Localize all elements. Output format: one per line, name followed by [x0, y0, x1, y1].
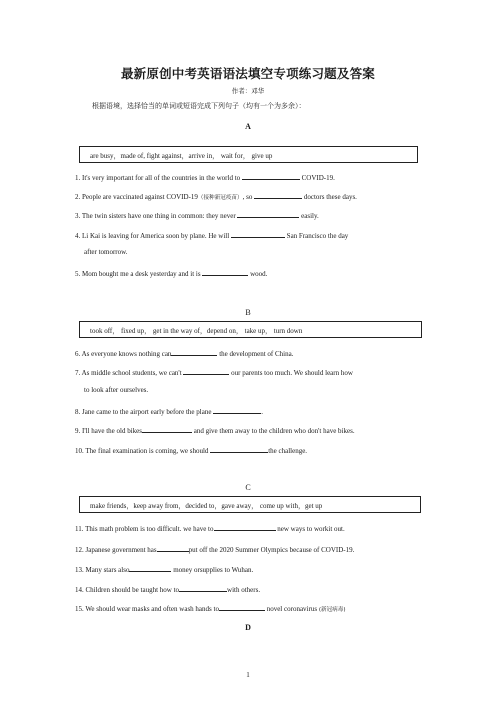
- question-6: 6. As everyone knows nothing can the development of China.: [75, 350, 294, 358]
- word-bank-c: [79, 496, 421, 513]
- section-a-label: A: [245, 122, 251, 131]
- answer-blank[interactable]: [237, 210, 299, 218]
- answer-blank[interactable]: [157, 544, 189, 552]
- answer-blank[interactable]: [142, 425, 192, 433]
- answer-blank[interactable]: [242, 172, 300, 180]
- answer-blank[interactable]: [213, 406, 261, 414]
- question-4: 4. Li Kai is leaving for America soon by plane. He will San Francisco the day: [75, 232, 349, 240]
- question-11: 11. This math problem is too difficult. we have to new ways to workit out.: [75, 525, 345, 533]
- question-3: 3. The twin sisters have one thing in common: they never easily.: [75, 212, 319, 220]
- question-14: 14. Children should be taught how to with others.: [75, 586, 261, 594]
- answer-blank[interactable]: [231, 230, 285, 238]
- author-line: 作者：邓华: [231, 87, 265, 95]
- page-number: 1: [246, 671, 250, 679]
- word-bank-b-text: took off， fixed up， get in the way of，depend on， take up， turn down: [90, 327, 303, 335]
- question-10: 10. The final examination is coming, we should the challenge.: [75, 447, 308, 455]
- question-1: 1. It's very important for all of the countries in the world to COVID-19.: [75, 174, 335, 182]
- word-bank-b: [79, 321, 422, 338]
- answer-blank[interactable]: [254, 191, 302, 199]
- question-4-line2: after tomorrow.: [84, 248, 128, 256]
- answer-blank[interactable]: [214, 523, 276, 531]
- word-bank-a-text: are busy，made of, fight against，arrive in， wait for， give up: [90, 152, 273, 160]
- answer-blank[interactable]: [183, 367, 229, 375]
- page-title: 最新原创中考英语语法填空专项练习题及答案: [120, 66, 375, 81]
- question-13: 13. Many stars also money orsupplies to Wuhan.: [75, 566, 254, 574]
- question-15: 15. We should wear masks and often wash hands to novel coronavirus (新冠病毒): [75, 605, 346, 613]
- section-c-label: C: [245, 483, 251, 492]
- instructions: 根据语境，选择恰当的单词或短语完成下列句子（均有一个为多余）：: [92, 102, 306, 110]
- word-bank-a: [79, 146, 418, 163]
- question-7-line2: to look after ourselves.: [84, 386, 149, 394]
- question-2: 2. People are vaccinated against COVID-19（接种新冠疫苗）, so doctors these days.: [75, 193, 357, 201]
- question-12: 12. Japanese government has put off the 2020 Summer Olympics because of COVID-19.: [75, 546, 355, 554]
- section-b-label: B: [245, 308, 251, 317]
- answer-blank[interactable]: [171, 348, 217, 356]
- answer-blank[interactable]: [210, 445, 268, 453]
- question-5: 5. Mom bought me a desk yesterday and it is wood.: [75, 270, 268, 278]
- answer-blank[interactable]: [129, 564, 171, 572]
- answer-blank[interactable]: [179, 584, 227, 592]
- question-8: 8. Jane came to the airport early before the plane .: [75, 408, 263, 416]
- word-bank-c-text: make friends，keep away from，decided to，gave away， come up with，get up: [90, 502, 323, 510]
- answer-blank[interactable]: [219, 603, 265, 611]
- question-7: 7. As middle school students, we can't our parents too much. We should learn how: [75, 369, 353, 377]
- answer-blank[interactable]: [202, 268, 248, 276]
- section-d-label: D: [245, 623, 251, 632]
- question-9: 9. I'll have the old bikes and give them away to the children who don't have bikes.: [75, 427, 355, 435]
